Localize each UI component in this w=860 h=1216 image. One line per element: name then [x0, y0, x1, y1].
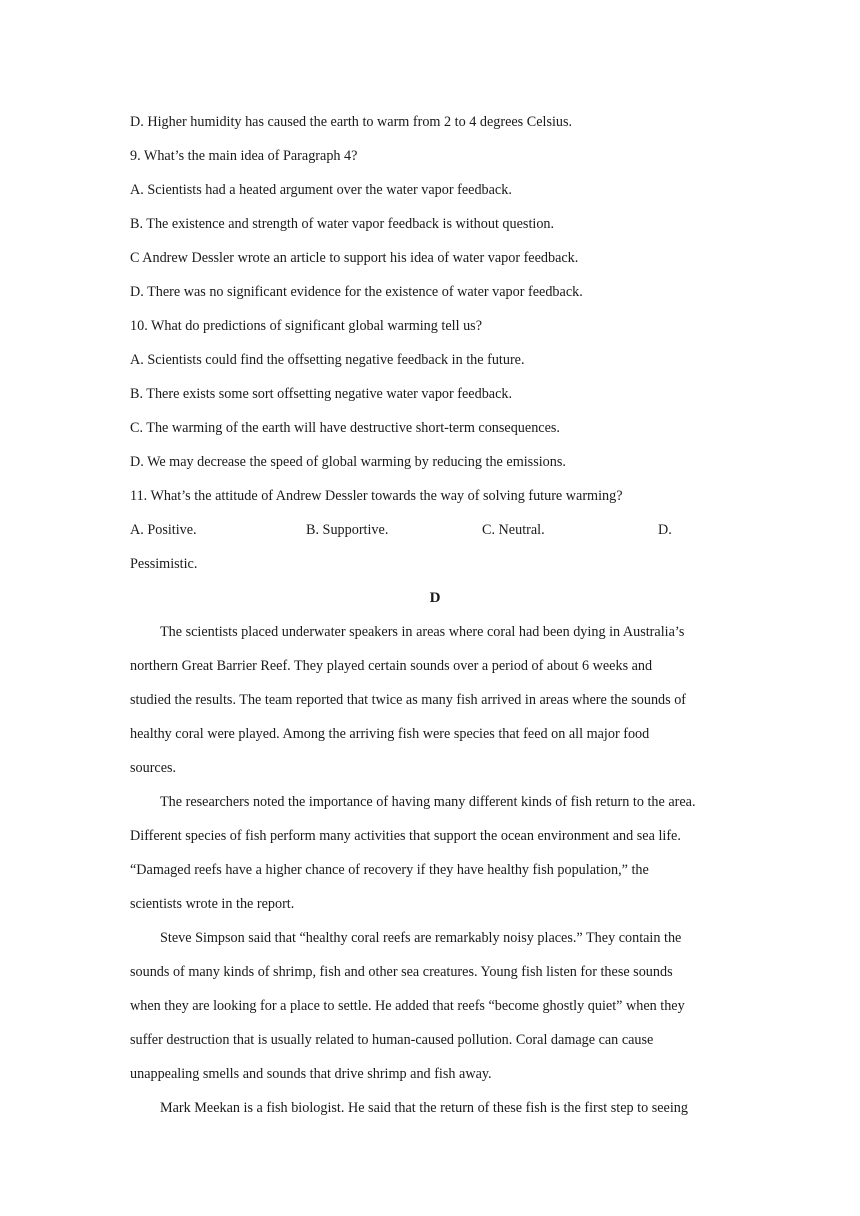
q9-option-c: C Andrew Dessler wrote an article to support his idea of water vapor feedback.	[130, 250, 579, 266]
paragraph-1-line: northern Great Barrier Reef. They played certain sounds over a period of about 6 weeks and	[130, 658, 653, 674]
q11-option-d-continued: Pessimistic.	[130, 556, 198, 572]
q11-option-b: B. Supportive.	[306, 522, 389, 538]
paragraph-1-line: healthy coral were played. Among the arriving fish were species that feed on all major food	[130, 726, 650, 742]
q11-option-d: D.	[658, 522, 672, 538]
q11-option-c: C. Neutral.	[482, 522, 545, 538]
paragraph-2-line: Different species of fish perform many activities that support the ocean environment and sea life.	[130, 828, 681, 844]
paragraph-3-line: suffer destruction that is usually related to human-caused pollution. Coral damage can cause	[130, 1032, 654, 1048]
q9-option-b: B. The existence and strength of water vapor feedback is without question.	[130, 216, 555, 232]
paragraph-4-line: Mark Meekan is a fish biologist. He said that the return of these fish is the first step to seeing	[160, 1100, 688, 1116]
q11-option-a: A. Positive.	[130, 522, 197, 538]
q10-option-b: B. There exists some sort offsetting negative water vapor feedback.	[130, 386, 513, 402]
q9-option-a: A. Scientists had a heated argument over the water vapor feedback.	[130, 182, 512, 198]
paragraph-3-line: Steve Simpson said that “healthy coral reefs are remarkably noisy places.” They contain the	[160, 930, 682, 946]
q10-question: 10. What do predictions of significant global warming tell us?	[130, 318, 482, 334]
q10-option-c: C. The warming of the earth will have destructive short-term consequences.	[130, 420, 560, 436]
paragraph-2-line: The researchers noted the importance of having many different kinds of fish return to the area.	[160, 794, 696, 810]
section-heading: D	[429, 590, 441, 606]
paragraph-1-line: studied the results. The team reported that twice as many fish arrived in areas where the sounds of	[130, 692, 687, 708]
q9-question: 9. What’s the main idea of Paragraph 4?	[130, 148, 358, 164]
paragraph-3-line: sounds of many kinds of shrimp, fish and other sea creatures. Young fish listen for these sounds	[130, 964, 673, 980]
paragraph-3-line: unappealing smells and sounds that drive shrimp and fish away.	[130, 1066, 492, 1082]
paragraph-2-line: “Damaged reefs have a higher chance of recovery if they have healthy fish population,” the	[130, 862, 649, 878]
paragraph-2-line: scientists wrote in the report.	[130, 896, 295, 912]
q11-options-row	[130, 519, 740, 553]
q9-option-d: D. There was no significant evidence for the existence of water vapor feedback.	[130, 284, 583, 300]
document-page	[130, 111, 740, 1131]
q10-option-d: D. We may decrease the speed of global warming by reducing the emissions.	[130, 454, 566, 470]
paragraph-3-line: when they are looking for a place to settle. He added that reefs “become ghostly quiet” when they	[130, 998, 685, 1014]
q8-option-d: D. Higher humidity has caused the earth to warm from 2 to 4 degrees Celsius.	[130, 114, 573, 130]
paragraph-1-line: sources.	[130, 760, 177, 776]
paragraph-1-line: The scientists placed underwater speakers in areas where coral had been dying in Australia’s	[160, 624, 685, 640]
q10-option-a: A. Scientists could find the offsetting negative feedback in the future.	[130, 352, 525, 368]
q11-question: 11. What’s the attitude of Andrew Dessler towards the way of solving future warming?	[130, 488, 623, 504]
